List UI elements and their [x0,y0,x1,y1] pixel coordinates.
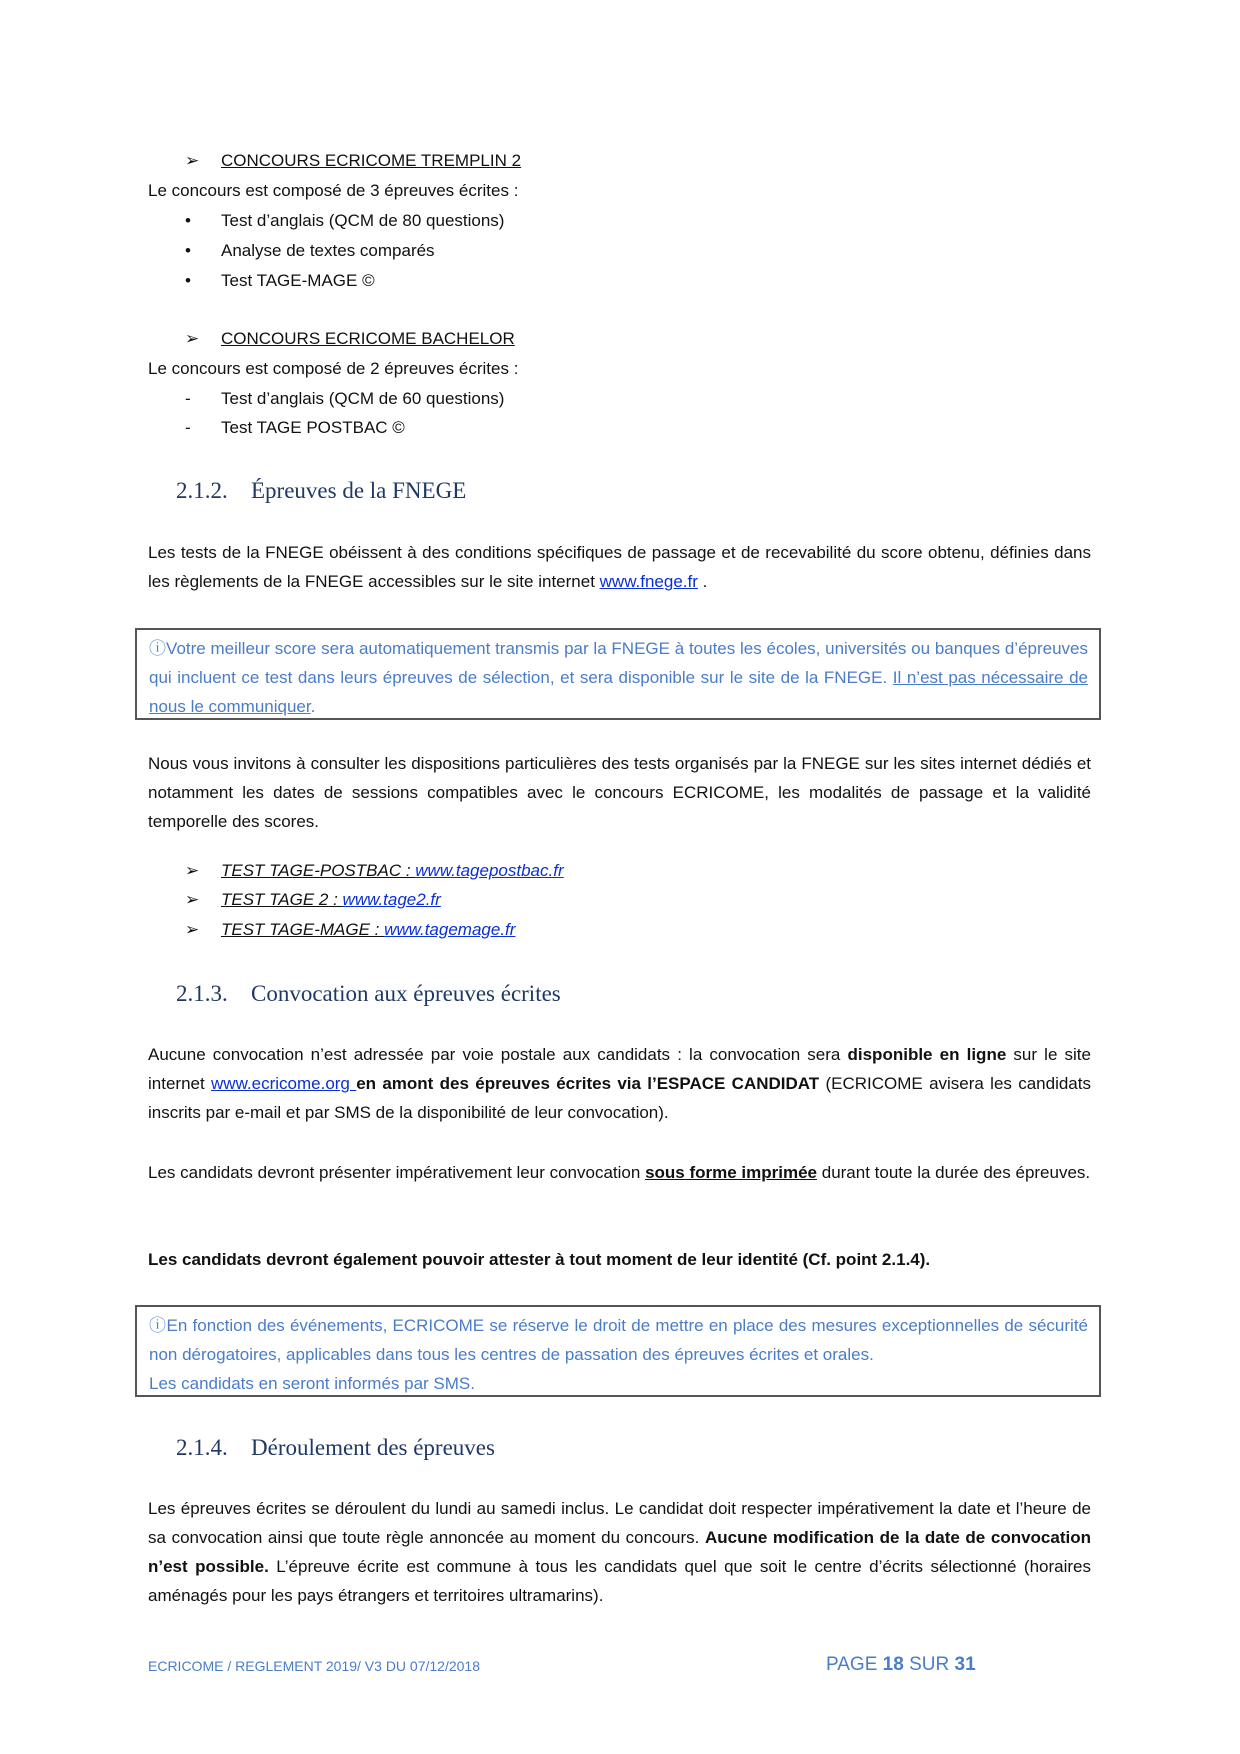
test-link-item: ➢ TEST TAGE-MAGE : www.tagemage.fr [185,920,516,939]
list-item: - Test TAGE POSTBAC © [185,418,405,437]
test-link-item: ➢ TEST TAGE-POSTBAC : www.tagepostbac.fr [185,861,564,880]
tage2-link[interactable]: www.tage2.fr [342,890,441,909]
tagepostbac-link[interactable]: www.tagepostbac.fr [415,861,564,880]
identity-paragraph: Les candidats devront également pouvoir attester à tout moment de leur identité (Cf. point 2.1.4). [148,1250,931,1269]
convocation-paragraph: Aucune convocation n’est adressée par voie postale aux candidats : la convocation sera disponible en ligne sur le site internet www.ecricome.org en amont des épreuves écrites via l’ESPACE CANDIDAT (ECRICOME avisera les candidats inscrits par e-mail et par SMS de la disponibilité de leur convocation). [148,1045,1091,1122]
fnege-tests-paragraph: Nous vous invitons à consulter les dispositions particulières des tests organisés par la FNEGE sur les sites internet dédiés et notamment les dates de sessions compatibles avec le concours ECRICOME, les modalités de passage et la validité temporelle des scores. [148,754,1091,831]
info-box-security: ⓘEn fonction des événements, ECRICOME se réserve le droit de mettre en place des mesures exceptionnelles de sécurité non dérogatoires, applicables dans tous les centres de passation des épreuves écrites et orales. Les candidats en seront informés par SMS. [135,1305,1101,1397]
list-item: • Test d’anglais (QCM de 80 questions) [185,211,505,230]
fnege-paragraph: Les tests de la FNEGE obéissent à des conditions spécifiques de passage et de recevabilité du score obtenu, définies dans les règlements de la FNEGE accessibles sur le site internet www.fnege.fr . [148,543,1091,591]
list-item: • Analyse de textes comparés [185,241,435,260]
info-icon: ⓘ [149,639,167,658]
section-heading-bachelor: ➢ CONCOURS ECRICOME BACHELOR [185,324,515,353]
test-link-item: ➢ TEST TAGE 2 : www.tage2.fr [185,890,441,909]
list-item: - Test d’anglais (QCM de 60 questions) [185,389,505,408]
tagemage-link[interactable]: www.tagemage.fr [384,920,516,939]
heading-2-1-4: 2.1.4. Déroulement des épreuves [176,1435,495,1460]
list-item: • Test TAGE-MAGE © [185,271,375,290]
footer-document-ref: ECRICOME / REGLEMENT 2019/ V3 DU 07/12/2018 [148,1658,480,1674]
fnege-link[interactable]: www.fnege.fr [599,572,698,591]
info-icon: ⓘ [149,1316,167,1335]
section-heading-tremplin: ➢ CONCOURS ECRICOME TREMPLIN 2 [185,146,521,175]
ecricome-link[interactable]: www.ecricome.org [211,1074,357,1093]
heading-2-1-3: 2.1.3. Convocation aux épreuves écrites [176,981,561,1006]
info-box-fnege: ⓘVotre meilleur score sera automatiquement transmis par la FNEGE à toutes les écoles, universités ou banques d’épreuves qui incluent ce test dans leurs épreuves de sélection, et sera disponible sur le site de la FNEGE. Il n’est pas nécessaire de nous le communiquer. [135,628,1101,720]
printed-convocation-paragraph: Les candidats devront présenter impérativement leur convocation sous forme imprimée durant toute la durée des épreuves. [148,1163,1091,1182]
arrow-bullet-icon: ➢ [185,151,200,170]
footer-page-number: PAGE 18 SUR 31 [826,1654,976,1675]
tremplin-intro: Le concours est composé de 3 épreuves écrites : [148,181,519,200]
deroulement-paragraph: Les épreuves écrites se déroulent du lundi au samedi inclus. Le candidat doit respecter impérativement la date et l’heure de sa convocation ainsi que toute règle annoncée au moment du concours. Aucune modification de la date de convocation n’est possible. L’épreuve écrite est commune à tous les candidats quel que soit le centre d’écrits sélectionné (horaires aménagés pour les pays étrangers et territoires ultramarins). [148,1499,1091,1605]
arrow-bullet-icon: ➢ [185,329,200,348]
bachelor-intro: Le concours est composé de 2 épreuves écrites : [148,359,519,378]
heading-2-1-2: 2.1.2. Épreuves de la FNEGE [176,478,467,503]
